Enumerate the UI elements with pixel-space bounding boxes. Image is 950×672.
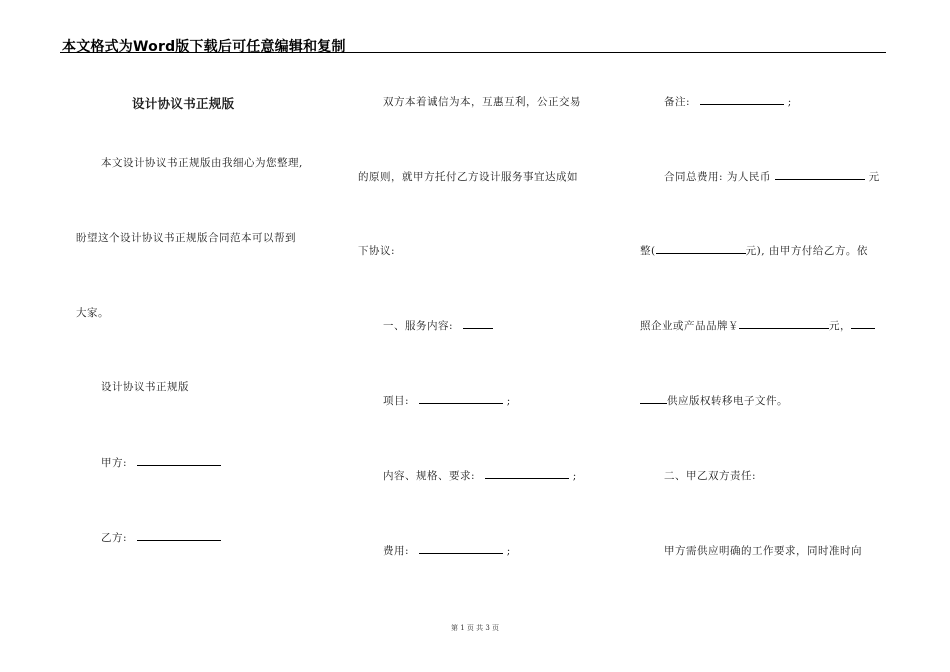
agreement-line-1: 双方本着诚信为本，互惠互利，公正交易 [383,96,581,108]
total-fee-unit: 元 [868,171,880,183]
fee-semicolon: ; [506,545,511,557]
whole-amount-prefix: 整( [640,245,656,257]
service-content-blank [463,319,493,329]
total-fee-blank [775,170,865,180]
party-b-blank [137,531,221,541]
intro-line-3: 大家。 [76,307,109,319]
agreement-line-3: 下协议: [358,245,396,257]
remark-field [664,94,792,109]
fee-label: 费用: [383,545,410,557]
content-spec-label: 内容、规格、要求: [383,470,476,482]
document-header: 本文格式为Word版下载后可任意编辑和复制 [62,39,346,55]
whole-amount-field [640,243,868,258]
party-b-label: 乙方: [101,532,128,544]
total-fee-field [664,169,880,184]
service-content-label: 一、服务内容: [383,320,454,332]
page-number: 第 1 页 共 3 页 [450,624,500,632]
remark-label: 备注: [664,96,691,108]
total-fee-label: 合同总费用: 为人民币 [664,171,771,183]
whole-amount-suffix: 元), 由甲方付给乙方。依 [745,245,868,257]
whole-amount-blank [656,244,746,254]
content-spec-blank [485,469,569,479]
party-a-duty-line: 甲方需供应明确的工作要求，同时准时向 [664,545,862,557]
project-blank [419,394,503,404]
brand-fee-prefix: 照企业或产品品牌￥ [640,320,739,332]
document-title: 设计协议书正规版 [132,96,235,111]
intro-line-2: 盼望这个设计协议书正规版合同范本可以帮到 [76,232,296,244]
service-content-field [383,318,493,333]
copyright-field [640,393,788,408]
brand-fee-blank-2 [851,319,875,329]
brand-fee-suffix: 元， [829,320,851,332]
fee-blank [419,544,503,554]
content-spec-field [383,468,577,483]
fee-field [383,543,511,558]
content-spec-semicolon: ; [572,470,577,482]
copyright-blank [640,394,667,404]
party-b-field [101,530,221,545]
project-semicolon: ; [506,395,511,407]
remark-blank [700,95,784,105]
party-a-label: 甲方: [101,457,128,469]
project-label: 项目: [383,395,410,407]
section-2-heading: 二、甲乙双方责任: [664,470,757,482]
remark-semicolon: ; [787,96,792,108]
intro-line-1: 本文设计协议书正规版由我细心为您整理, [101,157,303,169]
agreement-line-2: 的原则，就甲方托付乙方设计服务事宜达成如 [358,171,578,183]
project-field [383,393,511,408]
brand-fee-field [640,318,875,333]
copyright-suffix: 供应版权转移电子文件。 [667,395,788,407]
party-a-field [101,455,221,470]
brand-fee-blank [739,319,829,329]
subtitle: 设计协议书正规版 [101,381,189,393]
party-a-blank [137,456,221,466]
header-divider [60,52,886,53]
